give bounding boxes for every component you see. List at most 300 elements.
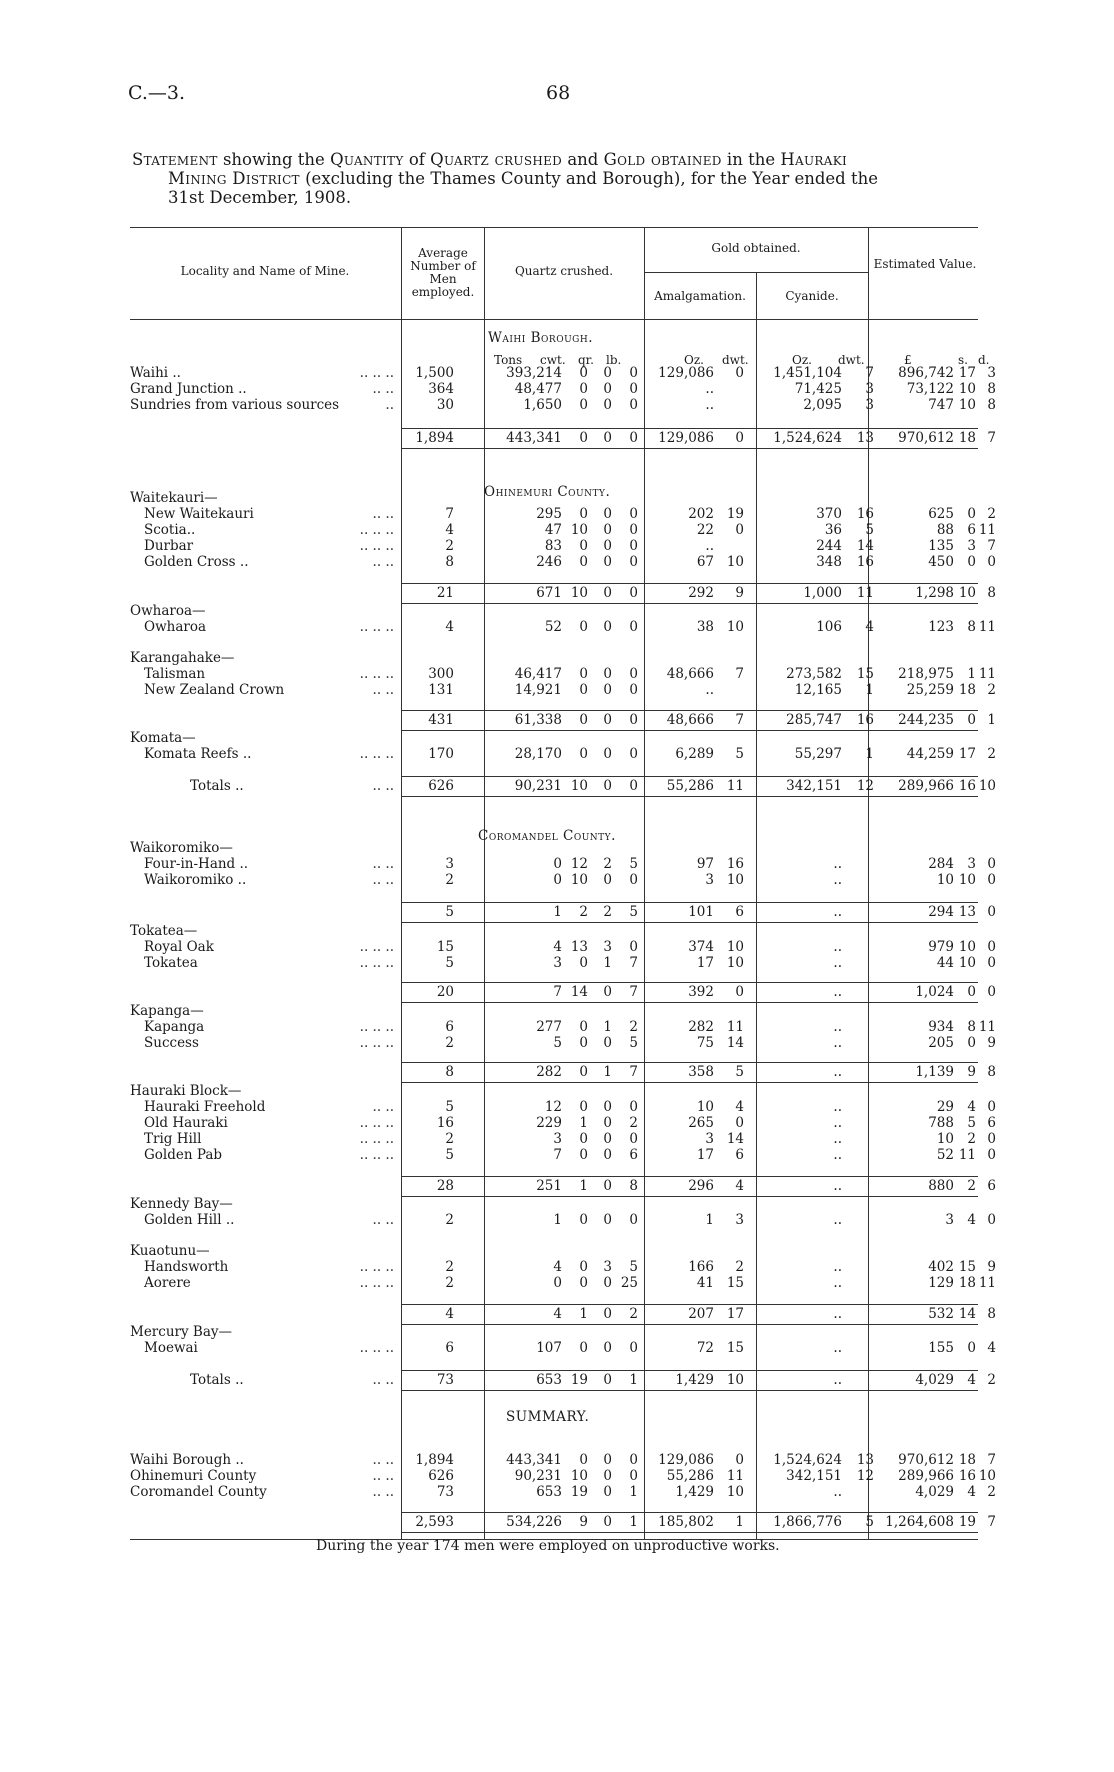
cell-ad: 7 [735, 666, 744, 682]
cell-c: 0 [579, 1019, 588, 1035]
cell-cd: 15 [856, 666, 874, 682]
cell-co: 71,425 [794, 381, 842, 397]
cell-c: 10 [570, 522, 588, 538]
cell-vd: 1 [987, 712, 996, 728]
cell-ao: 3 [705, 1131, 714, 1147]
cell-vs: 15 [958, 1259, 976, 1275]
cell-c: 0 [579, 538, 588, 554]
cell-l: 5 [629, 1035, 638, 1051]
table-row [0, 430, 1114, 446]
row-label: Ohinemuri County [130, 1468, 257, 1484]
cell-ao: 97 [696, 856, 714, 872]
cell-l: 0 [629, 430, 638, 446]
leader-dots: .. .. .. [359, 1340, 394, 1356]
cell-cd: 16 [856, 712, 874, 728]
cell-men: 16 [436, 1115, 454, 1131]
cell-c: 10 [570, 1468, 588, 1484]
cell-co: .. [833, 939, 842, 955]
cell-l: 0 [629, 554, 638, 570]
cell-cd: 1 [865, 682, 874, 698]
cell-vs: 4 [967, 1484, 976, 1500]
cell-vs: 10 [958, 872, 976, 888]
cell-vp: 123 [928, 619, 954, 635]
cell-q: 2 [603, 904, 612, 920]
cell-men: 2 [445, 1259, 454, 1275]
cell-c: 0 [579, 1259, 588, 1275]
cell-ao: 41 [696, 1275, 714, 1291]
cell-vd: 0 [987, 984, 996, 1000]
cell-cd: 1 [865, 746, 874, 762]
row-label: Old Hauraki [144, 1115, 228, 1131]
leader-dots: .. [385, 397, 394, 413]
leader-dots: .. .. [372, 506, 394, 522]
cell-vs: 2 [967, 1178, 976, 1194]
subtotal-rule [401, 982, 978, 983]
cell-ad: 19 [726, 506, 744, 522]
leader-dots: .. .. [372, 1468, 394, 1484]
unit-tons: Tons [494, 353, 523, 367]
cell-vs: 16 [958, 778, 976, 794]
table-top-rule [130, 227, 978, 228]
cell-vs: 10 [958, 955, 976, 971]
cell-ao: 292 [688, 585, 714, 601]
leader-dots: .. .. .. [359, 619, 394, 635]
cell-l: 0 [629, 585, 638, 601]
cell-q: 0 [603, 1306, 612, 1322]
cell-men: 73 [436, 1484, 454, 1500]
cell-t: 229 [536, 1115, 562, 1131]
cell-t: 48,477 [514, 381, 562, 397]
cell-co: .. [833, 1115, 842, 1131]
cell-ao: 55,286 [666, 1468, 714, 1484]
cell-l: 7 [629, 1064, 638, 1080]
unit-dwt: dwt. [722, 353, 749, 367]
cell-l: 0 [629, 712, 638, 728]
cell-q: 1 [603, 1019, 612, 1035]
leader-dots: .. .. [372, 381, 394, 397]
cell-ao: 207 [688, 1306, 714, 1322]
cell-l: 0 [629, 682, 638, 698]
cell-t: 90,231 [514, 778, 562, 794]
row-label: Kapanga [144, 1019, 205, 1035]
cell-cd: 13 [856, 1452, 874, 1468]
cell-q: 0 [603, 682, 612, 698]
cell-co: .. [833, 1372, 842, 1388]
row-label: Totals .. [190, 778, 244, 794]
cell-t: 1,650 [523, 397, 562, 413]
cell-c: 0 [579, 506, 588, 522]
table-row [0, 365, 1114, 381]
cell-q: 0 [603, 1035, 612, 1051]
cell-men: 30 [436, 397, 454, 413]
row-label: Waihi Borough .. [130, 1452, 244, 1468]
title-word: Quantity [330, 150, 404, 169]
cell-vp: 155 [928, 1340, 954, 1356]
cell-vp: 1,298 [915, 585, 954, 601]
cell-men: 2,593 [415, 1514, 454, 1530]
cell-men: 2 [445, 1131, 454, 1147]
cell-t: 0 [553, 872, 562, 888]
cell-vp: 3 [945, 1212, 954, 1228]
cell-l: 5 [629, 904, 638, 920]
cell-men: 3 [445, 856, 454, 872]
cell-c: 10 [570, 585, 588, 601]
subtotal-rule [401, 428, 978, 429]
row-label: Golden Pab [144, 1147, 223, 1163]
cell-q: 0 [603, 1212, 612, 1228]
cell-q: 3 [603, 1259, 612, 1275]
cell-ad: 5 [735, 1064, 744, 1080]
cell-ao: 202 [688, 506, 714, 522]
leader-dots: .. .. [372, 1452, 394, 1468]
cell-vp: 289,966 [898, 1468, 954, 1484]
cell-q: 0 [603, 666, 612, 682]
cell-q: 0 [603, 1147, 612, 1163]
cell-ao: 48,666 [666, 666, 714, 682]
table-row [0, 666, 1114, 682]
subtotal-rule [401, 1370, 978, 1371]
cell-q: 0 [603, 1452, 612, 1468]
cell-vd: 7 [987, 1514, 996, 1530]
header-men: Average Number of Men employed. [410, 246, 476, 299]
table-row [0, 650, 1114, 666]
cell-men: 20 [436, 984, 454, 1000]
cell-co: 285,747 [786, 712, 842, 728]
cell-vs: 0 [967, 712, 976, 728]
cell-t: 46,417 [514, 666, 562, 682]
cell-vd: 8 [987, 397, 996, 413]
table-row [0, 1131, 1114, 1147]
cell-vp: 244,235 [898, 712, 954, 728]
table-row [0, 840, 1114, 856]
cell-ao: 75 [696, 1035, 714, 1051]
row-label: Komata— [130, 730, 196, 746]
cell-l: 0 [629, 778, 638, 794]
cell-vs: 10 [958, 585, 976, 601]
cell-co: 348 [816, 554, 842, 570]
cell-men: 626 [428, 778, 454, 794]
cell-vs: 2 [967, 1131, 976, 1147]
table-row [0, 1064, 1114, 1080]
row-label: New Waitekauri [144, 506, 254, 522]
cell-l: 0 [629, 365, 638, 381]
row-label: Tokatea [144, 955, 198, 971]
cell-q: 0 [603, 619, 612, 635]
cell-vp: 970,612 [898, 430, 954, 446]
cell-co: 342,151 [786, 778, 842, 794]
cell-men: 5 [445, 904, 454, 920]
cell-l: 7 [629, 955, 638, 971]
cell-t: 443,341 [506, 1452, 562, 1468]
cell-ao: 55,286 [666, 778, 714, 794]
cell-q: 0 [603, 984, 612, 1000]
cell-c: 2 [579, 904, 588, 920]
cell-vp: 4,029 [915, 1372, 954, 1388]
subtotal-rule [401, 776, 978, 777]
row-label: Hauraki Freehold [144, 1099, 266, 1115]
cell-t: 3 [553, 1131, 562, 1147]
cell-vd: 0 [987, 904, 996, 920]
row-label: Coromandel County [130, 1484, 267, 1500]
cell-ad: 10 [726, 872, 744, 888]
section-summary: SUMMARY. [506, 1409, 590, 1425]
cell-q: 0 [603, 1178, 612, 1194]
leader-dots: .. .. .. [359, 1131, 394, 1147]
leader-dots: .. .. .. [359, 1275, 394, 1291]
table-row [0, 1083, 1114, 1099]
cell-vd: 2 [987, 506, 996, 522]
cell-men: 2 [445, 1212, 454, 1228]
subtotal-rule [401, 1176, 978, 1177]
cell-c: 0 [579, 397, 588, 413]
unit-oz: Oz. [792, 353, 812, 367]
cell-vs: 13 [958, 904, 976, 920]
cell-vs: 9 [967, 1064, 976, 1080]
cell-ao: 129,086 [658, 1452, 714, 1468]
footnote: During the year 174 men were employed on unproductive works. [316, 1538, 780, 1554]
cell-vd: 9 [987, 1035, 996, 1051]
cell-c: 0 [579, 666, 588, 682]
cell-co: .. [833, 1099, 842, 1115]
row-label: Kennedy Bay— [130, 1196, 233, 1212]
cell-l: 0 [629, 1340, 638, 1356]
table-row [0, 1452, 1114, 1468]
cell-vs: 0 [967, 984, 976, 1000]
subtotal-rule [401, 448, 978, 449]
cell-ao: 48,666 [666, 712, 714, 728]
cell-vp: 44 [936, 955, 954, 971]
cell-vd: 2 [987, 1484, 996, 1500]
cell-vd: 7 [987, 538, 996, 554]
row-label: Success [144, 1035, 199, 1051]
table-header-bottom-rule [130, 319, 978, 320]
document-title [132, 150, 982, 207]
cell-vs: 0 [967, 1340, 976, 1356]
cell-q: 1 [603, 955, 612, 971]
leader-dots: .. .. [372, 1099, 394, 1115]
cell-vd: 3 [987, 365, 996, 381]
cell-co: .. [833, 872, 842, 888]
cell-l: 0 [629, 872, 638, 888]
cell-men: 8 [445, 554, 454, 570]
cell-men: 626 [428, 1468, 454, 1484]
cell-co: .. [833, 984, 842, 1000]
cell-c: 12 [570, 856, 588, 872]
subtotal-rule [401, 710, 978, 711]
cell-ao: 67 [696, 554, 714, 570]
cell-vs: 11 [958, 1147, 976, 1163]
cell-co: 36 [824, 522, 842, 538]
cell-men: 5 [445, 1099, 454, 1115]
table-row [0, 1003, 1114, 1019]
cell-vs: 10 [958, 939, 976, 955]
subtotal-rule [401, 1512, 978, 1513]
table-row [0, 1324, 1114, 1340]
cell-l: 8 [629, 1178, 638, 1194]
cell-vs: 10 [958, 381, 976, 397]
cell-t: 7 [553, 984, 562, 1000]
cell-vs: 19 [958, 1514, 976, 1530]
table-row [0, 522, 1114, 538]
cell-ao: 22 [696, 522, 714, 538]
cell-ad: 6 [735, 1147, 744, 1163]
cell-ao: .. [705, 682, 714, 698]
cell-q: 3 [603, 939, 612, 955]
cell-t: 671 [536, 585, 562, 601]
title-text: 31st December, 1908. [168, 188, 352, 207]
subtotal-rule [401, 796, 978, 797]
cell-ao: 3 [705, 872, 714, 888]
cell-t: 653 [536, 1484, 562, 1500]
table-row [0, 778, 1114, 794]
cell-ad: 5 [735, 746, 744, 762]
cell-ao: 129,086 [658, 430, 714, 446]
table-row [0, 1212, 1114, 1228]
cell-t: 47 [544, 522, 562, 538]
cell-co: .. [833, 904, 842, 920]
cell-vp: 88 [936, 522, 954, 538]
cell-ad: 11 [726, 1019, 744, 1035]
cell-co: 273,582 [786, 666, 842, 682]
cell-vp: 979 [928, 939, 954, 955]
header-amalgamation: Amalgamation. [654, 289, 746, 303]
cell-ad: 0 [735, 1115, 744, 1131]
cell-cd: 5 [865, 1514, 874, 1530]
cell-vp: 1,139 [915, 1064, 954, 1080]
cell-ao: 265 [688, 1115, 714, 1131]
table-row [0, 1019, 1114, 1035]
cell-vp: 44,259 [906, 746, 954, 762]
cell-co: 1,524,624 [773, 1452, 842, 1468]
leader-dots: .. .. .. [359, 522, 394, 538]
cell-cd: 16 [856, 554, 874, 570]
row-label: Tokatea— [130, 923, 198, 939]
cell-vs: 17 [958, 746, 976, 762]
table-row [0, 1259, 1114, 1275]
cell-vp: 10 [936, 872, 954, 888]
table-row [0, 1178, 1114, 1194]
cell-q: 0 [603, 778, 612, 794]
cell-t: 653 [536, 1372, 562, 1388]
table-row [0, 730, 1114, 746]
cell-ad: 9 [735, 585, 744, 601]
row-label: Kapanga— [130, 1003, 204, 1019]
cell-men: 28 [436, 1178, 454, 1194]
table-row [0, 538, 1114, 554]
cell-ao: 296 [688, 1178, 714, 1194]
cell-c: 0 [579, 1340, 588, 1356]
cell-ad: 10 [726, 554, 744, 570]
cell-c: 19 [570, 1372, 588, 1388]
cell-c: 0 [579, 1147, 588, 1163]
cell-c: 19 [570, 1484, 588, 1500]
header-quartz: Quartz crushed. [514, 264, 614, 278]
header-cyanide: Cyanide. [785, 289, 839, 303]
cell-vs: 3 [967, 538, 976, 554]
header-locality: Locality and Name of Mine. [180, 264, 350, 278]
cell-men: 431 [428, 712, 454, 728]
cell-ad: 4 [735, 1099, 744, 1115]
cell-l: 1 [629, 1514, 638, 1530]
cell-l: 0 [629, 381, 638, 397]
row-label: Owharoa [144, 619, 206, 635]
title-word: Statement [132, 150, 218, 169]
cell-c: 0 [579, 712, 588, 728]
cell-men: 2 [445, 538, 454, 554]
cell-vp: 934 [928, 1019, 954, 1035]
leader-dots: .. .. [372, 778, 394, 794]
cell-l: 0 [629, 1131, 638, 1147]
cell-c: 0 [579, 381, 588, 397]
table-row [0, 1306, 1114, 1322]
cell-vd: 4 [987, 1340, 996, 1356]
subtotal-rule [401, 1532, 978, 1533]
cell-ad: 17 [726, 1306, 744, 1322]
table-row [0, 984, 1114, 1000]
leader-dots: .. .. [372, 856, 394, 872]
cell-q: 0 [603, 430, 612, 446]
cell-ad: 0 [735, 984, 744, 1000]
cell-c: 0 [579, 682, 588, 698]
cell-ad: 15 [726, 1275, 744, 1291]
cell-q: 0 [603, 538, 612, 554]
unit-pound: £ [904, 353, 912, 367]
row-label: Four-in-Hand .. [144, 856, 249, 872]
cell-c: 0 [579, 554, 588, 570]
cell-ad: 0 [735, 430, 744, 446]
cell-l: 5 [629, 856, 638, 872]
cell-co: 370 [816, 506, 842, 522]
cell-men: 300 [428, 666, 454, 682]
cell-men: 15 [436, 939, 454, 955]
table-row [0, 554, 1114, 570]
row-label: Golden Cross .. [144, 554, 249, 570]
cell-men: 5 [445, 1147, 454, 1163]
table-row [0, 506, 1114, 522]
cell-vd: 0 [987, 939, 996, 955]
row-label: Golden Hill .. [144, 1212, 235, 1228]
cell-ad: 0 [735, 1452, 744, 1468]
cell-men: 1,894 [415, 1452, 454, 1468]
cell-t: 4 [553, 939, 562, 955]
row-label: Scotia.. [144, 522, 196, 538]
cell-men: 170 [428, 746, 454, 762]
cell-c: 0 [579, 619, 588, 635]
cell-l: 0 [629, 939, 638, 955]
cell-l: 0 [629, 619, 638, 635]
cell-c: 10 [570, 778, 588, 794]
cell-vp: 29 [936, 1099, 954, 1115]
cell-c: 9 [579, 1514, 588, 1530]
table-row [0, 904, 1114, 920]
row-label: Aorere [144, 1275, 191, 1291]
cell-t: 3 [553, 955, 562, 971]
table-row [0, 872, 1114, 888]
cell-vd: 0 [987, 1147, 996, 1163]
cell-q: 0 [603, 397, 612, 413]
cell-men: 4 [445, 522, 454, 538]
cell-men: 6 [445, 1340, 454, 1356]
cell-men: 4 [445, 619, 454, 635]
cell-c: 0 [579, 1099, 588, 1115]
leader-dots: .. .. [372, 1212, 394, 1228]
cell-vd: 8 [987, 381, 996, 397]
table-row [0, 1115, 1114, 1131]
cell-l: 0 [629, 1099, 638, 1115]
subtotal-rule [401, 1390, 978, 1391]
cell-t: 295 [536, 506, 562, 522]
cell-co: .. [833, 1259, 842, 1275]
